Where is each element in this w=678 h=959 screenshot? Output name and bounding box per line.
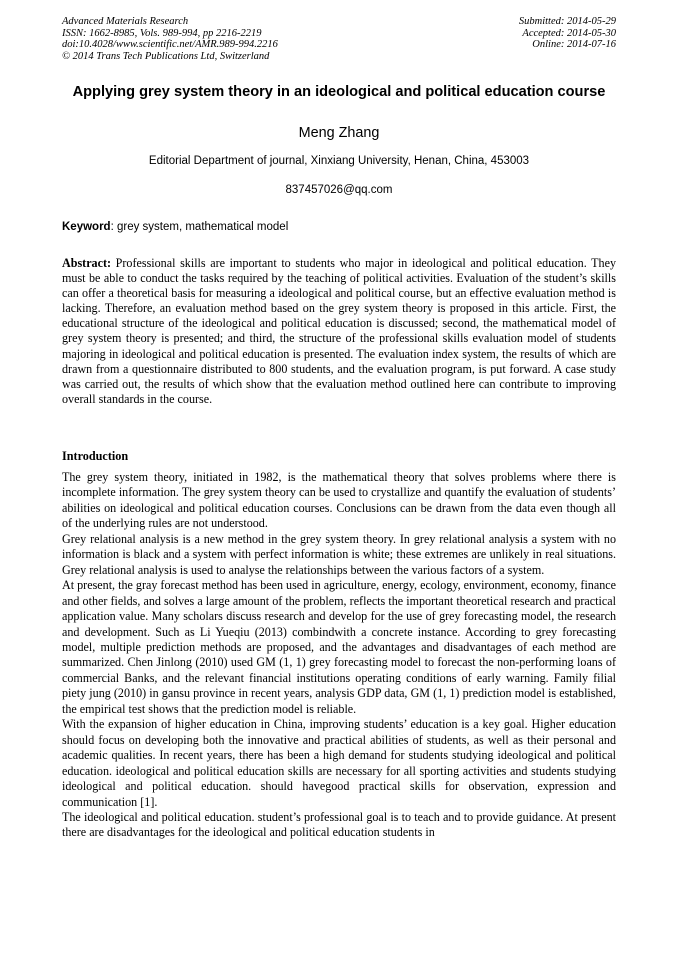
introduction-body bbox=[62, 470, 616, 841]
copyright-line: © 2014 Trans Tech Publications Ltd, Switzerland bbox=[62, 50, 270, 62]
accepted-date: Accepted: 2014-05-30 bbox=[522, 27, 616, 39]
paragraph: Grey relational analysis is a new method in the grey system theory. In grey relational analysis a system with no information is black and a system with perfect information is white; these extremes are unlikely in real situations. Grey relational analysis is used to analyse the relationships between the various factors of a system. bbox=[62, 531, 616, 577]
keyword-label: Keyword bbox=[62, 221, 111, 233]
publication-dates bbox=[519, 16, 616, 51]
paragraph: With the expansion of higher education in China, improving students’ education is a key goal. Higher education should focus on developing both the innovative and practical abilities of students, as well as their personal and academic qualities. In recent years, there has been a high demand for students studying ideological and political education. ideological and political education skills are necessary for all sporting activities and students studying ideological and political education. should havegood practical skills for observation, expression and communication [1]. bbox=[62, 717, 616, 809]
section-heading-introduction: Introduction bbox=[62, 449, 129, 463]
abstract-label: Abstract: bbox=[62, 256, 112, 270]
abstract bbox=[62, 256, 616, 407]
journal-info bbox=[62, 16, 278, 62]
abstract-text: Professional skills are important to students who major in ideological and political education. They must be able to conduct the tasks required by the teaching of political activities. Evaluation of the student’s skills can offer a theoretical basis for measuring a ideological and political course, but an effective evaluation method is lacking. Therefore, an evaluation method based on the grey system theory is proposed in this article. First, the educational structure of the ideological and political education is discussed; second, the mathematical model of grey system theory is presented; and third, the structure of the professional skills evaluation model of students majoring in ideological and political education is presented. The evaluation index system, the results of which are drawn from a questionnaire distributed to 800 students, and the evaluation program, is put forward. A case study was carried out, the results of which show that the evaluation method outlined here can contribute to improving overall standards in the course. bbox=[62, 256, 616, 406]
paragraph: The ideological and political education. student’s professional goal is to teach and to provide guidance. At present there are disadvantages for the ideological and political education students in bbox=[62, 809, 616, 840]
author-name: Meng Zhang bbox=[298, 125, 380, 141]
author-affiliation: Editorial Department of journal, Xinxiang University, Henan, China, 453003 bbox=[148, 155, 530, 167]
online-date: Online: 2014-07-16 bbox=[532, 39, 616, 50]
submitted-date: Submitted: 2014-05-29 bbox=[518, 16, 616, 27]
paragraph: At present, the gray forecast method has been used in agriculture, energy, ecology, environment, economy, finance and other fields, and solves a large amount of the problem, reflects the important theoretical research and practical application value. Many scholars discuss research and develop for the use of grey forecasting model, the research and development. Such as Li Yueqiu (2013) combindwith a concrete instance. According to grey forecasting model, multiple prediction methods are proposed, and the advantages and disadvantages of each method are summarized. Chen Jinlong (2010) used GM (1, 1) grey forecasting model to forecast the non-performing loans of commercial Banks, and the relevant financial institutions operating conditions of early warning. Family filial piety jung (2010) in gansu province in recent years, analysis GDP data, GM (1, 1) prediction model is established, the empirical test shows that the prediction model is reliable. bbox=[62, 578, 616, 716]
paper-title: Applying grey system theory in an ideological and political education course bbox=[72, 84, 606, 100]
journal-name: Advanced Materials Research bbox=[62, 16, 189, 27]
paragraph: The grey system theory, initiated in 1982, is the mathematical theory that solves problems where there is incomplete information. The grey system theory can be used to crystallize and quantify the evaluation of students’ abilities on ideological and political education courses. Conclusions can be drawn from the data even though all of the underlying rules are not understood. bbox=[62, 470, 616, 531]
issn-line: ISSN: 1662-8985, Vols. 989-994, pp 2216-2219 bbox=[62, 27, 262, 39]
author-email: 837457026@qq.com bbox=[285, 184, 393, 196]
keyword-text: : grey system, mathematical model bbox=[110, 221, 289, 233]
keywords bbox=[62, 220, 616, 234]
doi-line: doi:10.4028/www.scientific.net/AMR.989-994.2216 bbox=[62, 39, 278, 50]
